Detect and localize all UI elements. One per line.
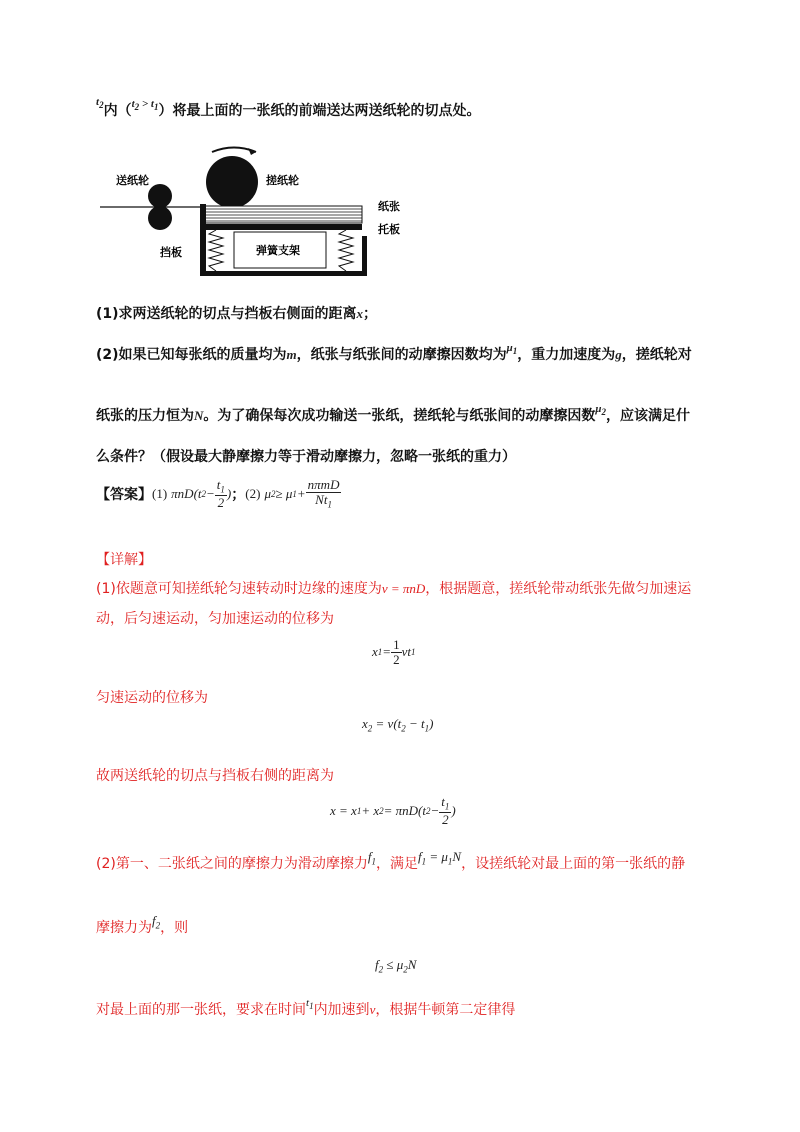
answer-line: 【答案】 (1) πnD(t 2 − $\frac{t_1}{2}$ ) ； (2) μ 2 ≥ μ 1 + $\frac{\text{nπmD}}{Nt_1}$ — [96, 477, 340, 511]
label-tray: 托板 — [378, 223, 400, 236]
label-spring-frame: 弹簧支架 — [256, 244, 300, 257]
spring-left — [209, 230, 223, 271]
equation-2: $x_2 = v(t_2 - t_1)$ — [362, 716, 434, 734]
paper-stack — [202, 206, 362, 223]
question-2-line-2: 纸张的压力恒为N。为了确保每次成功输送一张纸，搓纸轮与纸张间的动摩擦因数$^{\mu_2}$，应该满足什 — [96, 403, 691, 424]
feed-roller-bottom — [148, 206, 172, 230]
label-baffle: 挡板 — [160, 246, 182, 259]
solution-1-line-1: (1)依题意可知搓纸轮匀速转动时边缘的速度为v = πnD，根据题意，搓纸轮带动纸张先做匀加速运 — [96, 581, 692, 597]
solution-1-line-4: 故两送纸轮的切点与挡板右侧的距离为 — [96, 768, 334, 784]
solution-2-line-2: 摩擦力为$f_2$，则 — [96, 913, 189, 936]
answer-1: πnD(t 2 − $\frac{t_1}{2}$ ) — [171, 477, 232, 511]
baffle — [200, 204, 206, 276]
label-paper: 纸张 — [378, 200, 400, 213]
condition: t2 > t1 — [131, 98, 159, 113]
spring-right — [339, 230, 353, 271]
label-rub-roller: 搓纸轮 — [266, 174, 299, 187]
right-wall — [362, 236, 367, 276]
answer-label: 【答案】 — [96, 486, 152, 503]
solution-2-line-1: (2)第一、二张纸之间的摩擦力为滑动摩擦力$f_1$，满足$f_1 = \mu_1N$，设搓纸轮对最上面的第一张纸的静 — [96, 849, 686, 872]
tray-plate — [202, 224, 362, 230]
solution-2-line-3: 对最上面的那一张纸，要求在时间$^{t_1}$内加速到v，根据牛顿第二定律得 — [96, 997, 516, 1018]
question-2-line-1: (2)如果已知每张纸的质量均为m，纸张与纸张间的动摩擦因数均为$^{\mu_1}$，重力加速度为g，搓纸轮对 — [96, 342, 692, 363]
equation-4: $f_2 \le \mu_2N$ — [375, 957, 417, 975]
solution-1-line-2: 动，后匀速运动，匀加速运动的位移为 — [96, 611, 334, 627]
solution-1-line-3: 匀速运动的位移为 — [96, 690, 208, 706]
arrow-head-icon — [248, 148, 256, 155]
base — [200, 271, 367, 276]
intro-line: $^{t_2}$内（$^{t_2 > t_1}$）将最上面的一张纸的前端送达两送纸轮的切点处。 — [96, 96, 481, 119]
feed-roller-top — [148, 184, 172, 208]
solution-heading: 【详解】 — [96, 552, 152, 568]
question-2-line-3: 么条件？（假设最大静摩擦力等于滑动摩擦力，忽略一张纸的重力） — [96, 449, 516, 465]
answer-2: μ 2 ≥ μ 1 + $\frac{\text{nπmD}}{Nt_1}$ — [264, 477, 340, 510]
t2-symbol: t2 — [96, 96, 104, 111]
equation-3: x = x 1 + x 2 = πnD(t 2 − $\frac{t_1}{2}$ ) — [330, 794, 456, 828]
question-1: (1)求两送纸轮的切点与挡板右侧面的距离x； — [96, 306, 378, 322]
paper-feed-figure — [96, 140, 416, 280]
label-feed-roller: 送纸轮 — [116, 174, 149, 187]
rub-roller — [206, 156, 258, 208]
equation-1: x 1 = $\frac{1}{2}$ vt 1 — [372, 637, 416, 667]
